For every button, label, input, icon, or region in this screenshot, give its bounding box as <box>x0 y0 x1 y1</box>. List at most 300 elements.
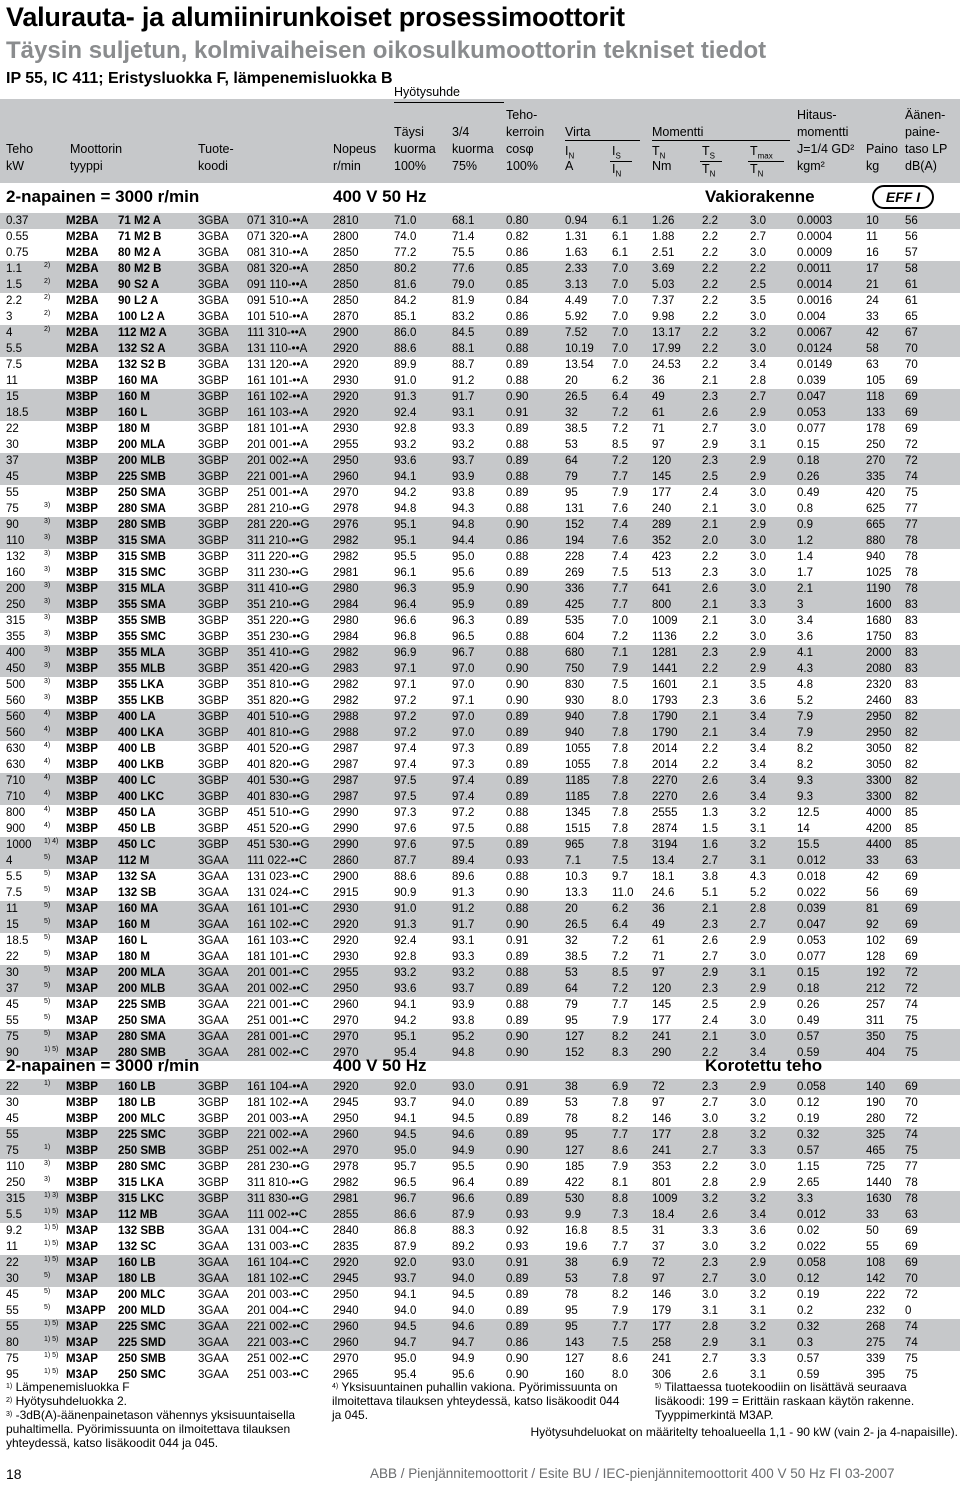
cell-inertia: 7.9 <box>797 711 813 723</box>
cell-motor-series: M3BP <box>66 631 98 643</box>
cell-torque: 2270 <box>652 791 678 803</box>
header-aani-2: paine- <box>905 125 940 139</box>
cell-note: 1) 3) <box>44 1192 59 1199</box>
cell-inertia: 0.2 <box>797 1305 813 1317</box>
cell-ts-tn: 2.6 <box>702 1369 718 1381</box>
cell-motor-series: M3AP <box>66 1369 98 1381</box>
cell-ts-tn: 2.7 <box>702 951 718 963</box>
cell-product-code: 401 510-••G <box>247 711 310 723</box>
cell-tmax-tn: 3.1 <box>750 823 766 835</box>
cell-sound: 69 <box>905 1081 918 1093</box>
cell-speed: 2970 <box>333 1047 359 1059</box>
cell-power: 315 <box>6 615 26 627</box>
cell-motor-series: M3AP <box>66 1273 98 1285</box>
cell-torque: 13.4 <box>652 855 675 867</box>
cell-eff-full: 94.7 <box>394 1337 417 1349</box>
cell-sound: 82 <box>905 727 918 739</box>
cell-sound: 77 <box>905 503 918 515</box>
cell-eff-full: 92.4 <box>394 407 417 419</box>
cell-ts-tn: 2.4 <box>702 487 718 499</box>
cell-product-prefix: 3GBP <box>198 1081 229 1093</box>
cell-ts-tn: 2.1 <box>702 1031 718 1043</box>
cell-ts-tn: 2.3 <box>702 647 718 659</box>
cell-current: 228 <box>565 551 585 563</box>
cell-power: 37 <box>6 455 19 467</box>
cell-cos-phi: 0.90 <box>506 1353 529 1365</box>
cell-weight: 142 <box>866 1273 886 1285</box>
cell-cos-phi: 0.89 <box>506 1129 529 1141</box>
header-aani-3: taso LP <box>905 142 948 156</box>
cell-product-code: 251 002-••C <box>247 1353 309 1365</box>
cell-note: 4) <box>44 758 51 765</box>
cell-tmax-tn: 3.0 <box>750 631 766 643</box>
cell-motor-series: M3AP <box>66 967 98 979</box>
cell-tmax-tn: 2.9 <box>750 663 766 675</box>
cell-power: 45 <box>6 1289 19 1301</box>
cell-eff-34: 88.3 <box>452 1225 475 1237</box>
cell-current: 10.3 <box>565 871 588 883</box>
cell-inertia: 4.3 <box>797 663 813 675</box>
cell-sound: 69 <box>905 391 918 403</box>
cell-frame: 355 LKA <box>118 679 165 691</box>
cell-frame: 355 SMB <box>118 615 166 627</box>
header-tmax-tn: $T_N$ <box>750 162 764 179</box>
cell-is-in: 7.0 <box>612 343 628 355</box>
cell-is-in: 7.7 <box>612 1241 628 1253</box>
cell-is-in: 7.8 <box>612 823 628 835</box>
cell-product-prefix: 3GBP <box>198 663 229 675</box>
cell-cos-phi: 0.90 <box>506 695 529 707</box>
cell-tmax-tn: 3.0 <box>750 423 766 435</box>
cell-tmax-tn: 3.0 <box>750 1161 766 1173</box>
cell-speed: 2984 <box>333 631 359 643</box>
cell-weight: 55 <box>866 1241 879 1253</box>
table-row <box>0 1287 960 1303</box>
cell-frame: 315 LKA <box>118 1177 165 1189</box>
cell-cos-phi: 0.91 <box>506 1257 529 1269</box>
cell-current: 194 <box>565 535 585 547</box>
section-poles: 2-napainen = 3000 r/min <box>6 1056 200 1075</box>
cell-note: 3) <box>44 630 51 637</box>
cell-is-in: 7.8 <box>612 1273 628 1285</box>
cell-cos-phi: 0.90 <box>506 1047 529 1059</box>
cell-sound: 69 <box>905 919 918 931</box>
cell-is-in: 6.4 <box>612 391 628 403</box>
cell-frame: 71 M2 B <box>118 231 162 243</box>
cell-current: 32 <box>565 935 578 947</box>
cell-speed: 2940 <box>333 1305 359 1317</box>
cell-tmax-tn: 3.1 <box>750 439 766 451</box>
cell-tmax-tn: 3.0 <box>750 247 766 259</box>
header-tmax: $T_{max}$ <box>750 144 773 161</box>
cell-current: 1.63 <box>565 247 588 259</box>
cell-speed: 2950 <box>333 1289 359 1301</box>
cell-eff-34: 97.4 <box>452 791 475 803</box>
cell-power: 1000 <box>6 839 32 851</box>
footnote-5: $^{5)}$ Tilattaessa tuotekoodiin on lisättävä seuraava lisäkoodi: 199 = Erittäin raskaan käytön rakenne. Tyyppimerkintä M3AP. <box>655 1380 915 1422</box>
cell-sound: 78 <box>905 1193 918 1205</box>
cell-cos-phi: 0.89 <box>506 791 529 803</box>
cell-sound: 75 <box>905 1369 918 1381</box>
cell-eff-34: 93.3 <box>452 951 475 963</box>
table-row <box>0 277 960 293</box>
table-row <box>0 1255 960 1271</box>
cell-inertia: 0.0014 <box>797 279 833 291</box>
cell-is-in: 8.2 <box>612 1031 628 1043</box>
cell-motor-series: M3BP <box>66 839 98 851</box>
cell-eff-full: 96.9 <box>394 647 417 659</box>
cell-frame: 355 SMC <box>118 631 166 643</box>
cell-frame: 400 LKB <box>118 759 165 771</box>
cell-weight: 404 <box>866 1047 886 1059</box>
table-row <box>0 885 960 901</box>
cell-eff-34: 88.7 <box>452 359 475 371</box>
cell-torque: 72 <box>652 1081 665 1093</box>
cell-eff-full: 97.1 <box>394 663 417 675</box>
cell-frame: 71 M2 A <box>118 215 162 227</box>
cell-power: 110 <box>6 1161 25 1173</box>
cell-eff-34: 87.9 <box>452 1209 475 1221</box>
cell-power: 11 <box>6 1241 18 1253</box>
section-poles: 2-napainen = 3000 r/min <box>6 187 200 206</box>
cell-current: 5.92 <box>565 311 588 323</box>
cell-product-code: 311 410-••G <box>247 583 309 595</box>
table-row <box>0 309 960 325</box>
cell-motor-series: M2BA <box>66 311 99 323</box>
cell-torque: 241 <box>652 1145 672 1157</box>
cell-power: 75 <box>6 1031 19 1043</box>
cell-sound: 75 <box>905 1031 918 1043</box>
cell-eff-34: 94.0 <box>452 1305 475 1317</box>
cell-current: 13.54 <box>565 359 594 371</box>
cell-ts-tn: 5.1 <box>702 887 718 899</box>
cell-motor-series: M3BP <box>66 711 98 723</box>
cell-speed: 2950 <box>333 455 359 467</box>
cell-is-in: 7.0 <box>612 279 628 291</box>
cell-eff-full: 95.1 <box>394 535 417 547</box>
cell-cos-phi: 0.86 <box>506 535 529 547</box>
cell-is-in: 7.2 <box>612 951 628 963</box>
header-hitaus-unit: kgm² <box>797 159 825 173</box>
cell-motor-series: M3BP <box>66 439 98 451</box>
cell-weight: 4400 <box>866 839 892 851</box>
cell-torque: 1.26 <box>652 215 675 227</box>
cell-power: 55 <box>6 487 19 499</box>
cell-note: 1) 4) <box>44 838 59 845</box>
cell-note: 1) 5) <box>44 1240 59 1247</box>
cell-is-in: 8.8 <box>612 1193 628 1205</box>
cell-torque: 31 <box>652 1225 665 1237</box>
cell-torque: 1281 <box>652 647 678 659</box>
cell-speed: 2850 <box>333 247 359 259</box>
header-tyyppi: tyyppi <box>70 159 103 173</box>
cell-eff-full: 92.0 <box>394 1257 417 1269</box>
cell-tmax-tn: 3.3 <box>750 1145 766 1157</box>
cell-inertia: 0.022 <box>797 1241 826 1253</box>
cell-is-in: 7.2 <box>612 423 628 435</box>
cell-product-code: 281 002-••C <box>247 1047 309 1059</box>
cell-ts-tn: 2.6 <box>702 407 718 419</box>
cell-product-prefix: 3GBA <box>198 327 229 339</box>
cell-inertia: 0.0009 <box>797 247 833 259</box>
cell-current: 1515 <box>565 823 591 835</box>
cell-product-code: 351 220-••G <box>247 615 310 627</box>
cell-sound: 78 <box>905 567 918 579</box>
cell-inertia: 0.49 <box>797 487 820 499</box>
cell-weight: 420 <box>866 487 886 499</box>
cell-tmax-tn: 3.0 <box>750 487 766 499</box>
cell-inertia: 12.5 <box>797 807 820 819</box>
cell-power: 15 <box>6 391 19 403</box>
cell-speed: 2930 <box>333 423 359 435</box>
cell-product-code: 161 101-••A <box>247 375 309 387</box>
cell-product-prefix: 3GBP <box>198 1177 229 1189</box>
cell-current: 53 <box>565 1273 578 1285</box>
cell-product-prefix: 3GBP <box>198 391 229 403</box>
cell-product-code: 281 001-••C <box>247 1031 309 1043</box>
cell-inertia: 14 <box>797 823 810 835</box>
cell-current: 95 <box>565 1321 578 1333</box>
cell-sound: 82 <box>905 759 918 771</box>
cell-ts-tn: 2.2 <box>702 279 718 291</box>
table-row <box>0 789 960 805</box>
cell-speed: 2976 <box>333 519 359 531</box>
cell-tmax-tn: 3.4 <box>750 1047 766 1059</box>
cell-cos-phi: 0.89 <box>506 983 529 995</box>
cell-product-code: 201 001-••A <box>247 439 309 451</box>
cell-motor-series: M2BA <box>66 231 99 243</box>
cell-motor-series: M3AP <box>66 871 98 883</box>
table-row <box>0 1191 960 1207</box>
cell-note: 5) <box>44 1304 51 1311</box>
cell-note: 2) <box>44 310 51 317</box>
cell-frame: 180 LB <box>118 1273 156 1285</box>
cell-is-in: 8.1 <box>612 1177 628 1189</box>
cell-cos-phi: 0.88 <box>506 471 529 483</box>
cell-current: 131 <box>565 503 585 515</box>
cell-inertia: 1.4 <box>797 551 813 563</box>
cell-eff-34: 96.5 <box>452 631 475 643</box>
cell-cos-phi: 0.90 <box>506 1031 529 1043</box>
cell-product-prefix: 3GBP <box>198 1145 229 1157</box>
cell-weight: 24 <box>866 295 879 307</box>
cell-ts-tn: 2.1 <box>702 903 718 915</box>
cell-product-prefix: 3GAA <box>198 951 229 963</box>
cell-eff-34: 89.6 <box>452 871 475 883</box>
cell-sound: 69 <box>905 887 918 899</box>
cell-cos-phi: 0.88 <box>506 631 529 643</box>
cell-current: 152 <box>565 519 585 531</box>
cell-note: 5) <box>44 966 51 973</box>
cell-speed: 2860 <box>333 855 359 867</box>
cell-sound: 57 <box>905 247 918 259</box>
cell-tmax-tn: 2.9 <box>750 471 766 483</box>
cell-ts-tn: 3.2 <box>702 1193 718 1205</box>
cell-power: 95 <box>6 1369 19 1381</box>
table-row <box>0 1319 960 1335</box>
cell-eff-full: 92.8 <box>394 951 417 963</box>
cell-power: 250 <box>6 599 26 611</box>
cell-product-prefix: 3GBP <box>198 759 229 771</box>
cell-eff-full: 94.1 <box>394 1113 417 1125</box>
cell-inertia: 0.3 <box>797 1337 813 1349</box>
cell-torque: 513 <box>652 567 672 579</box>
cell-is-in: 7.8 <box>612 791 628 803</box>
cell-power: 30 <box>6 1097 19 1109</box>
table-row <box>0 933 960 949</box>
cell-current: 78 <box>565 1113 578 1125</box>
cell-speed: 2920 <box>333 343 359 355</box>
table-row <box>0 1223 960 1239</box>
cell-is-in: 7.9 <box>612 1015 628 1027</box>
cell-speed: 2980 <box>333 615 359 627</box>
cell-ts-tn: 2.3 <box>702 567 718 579</box>
cell-eff-34: 94.6 <box>452 1321 475 1333</box>
cell-current: 0.94 <box>565 215 588 227</box>
cell-tmax-tn: 3.0 <box>750 215 766 227</box>
cell-ts-tn: 2.0 <box>702 535 718 547</box>
table-row <box>0 645 960 661</box>
table-row <box>0 469 960 485</box>
cell-power: 0.37 <box>6 215 29 227</box>
cell-torque: 258 <box>652 1337 672 1349</box>
cell-eff-full: 86.8 <box>394 1225 417 1237</box>
cell-ts-tn: 3.1 <box>702 1305 718 1317</box>
cell-tmax-tn: 2.2 <box>750 263 766 275</box>
cell-sound: 78 <box>905 583 918 595</box>
cell-sound: 78 <box>905 1177 918 1189</box>
cell-frame: 112 M <box>118 855 150 867</box>
cell-weight: 4000 <box>866 807 892 819</box>
cell-frame: 450 LC <box>118 839 156 851</box>
table-row <box>0 389 960 405</box>
section-voltage: 400 V 50 Hz <box>333 1056 427 1075</box>
cell-product-code: 351 810-••G <box>247 679 310 691</box>
cell-weight: 105 <box>866 375 886 387</box>
cell-motor-series: M3AP <box>66 919 98 931</box>
cell-current: 95 <box>565 1305 578 1317</box>
cell-eff-full: 86.6 <box>394 1209 417 1221</box>
cell-sound: 65 <box>905 311 918 323</box>
cell-tmax-tn: 3.4 <box>750 743 766 755</box>
cell-sound: 67 <box>905 327 918 339</box>
cell-torque: 179 <box>652 1305 672 1317</box>
cell-power: 110 <box>6 535 25 547</box>
cell-power: 710 <box>6 791 26 803</box>
cell-motor-series: M3BP <box>66 695 98 707</box>
cell-tmax-tn: 4.3 <box>750 871 766 883</box>
cell-weight: 212 <box>866 983 886 995</box>
cell-cos-phi: 0.91 <box>506 1081 529 1093</box>
cell-motor-series: M3AP <box>66 887 98 899</box>
cell-tmax-tn: 3.2 <box>750 839 766 851</box>
cell-motor-series: M3BP <box>66 551 98 563</box>
cell-note: 3) <box>44 678 51 685</box>
cell-power: 11 <box>6 375 18 387</box>
cell-ts-tn: 2.1 <box>702 519 718 531</box>
cell-power: 45 <box>6 1113 19 1125</box>
cell-note: 5) <box>44 982 51 989</box>
cell-cos-phi: 0.89 <box>506 1177 529 1189</box>
cell-power: 560 <box>6 695 26 707</box>
cell-speed: 2984 <box>333 599 359 611</box>
cell-eff-34: 96.4 <box>452 1177 475 1189</box>
cell-cos-phi: 0.93 <box>506 1209 529 1221</box>
cell-eff-34: 77.6 <box>452 263 475 275</box>
header-ts: $T_S$ <box>702 144 715 161</box>
cell-torque: 1790 <box>652 727 678 739</box>
cell-torque: 36 <box>652 375 665 387</box>
cell-product-code: 401 520-••G <box>247 743 310 755</box>
cell-frame: 355 LKB <box>118 695 165 707</box>
cell-torque: 1441 <box>652 663 678 675</box>
cell-speed: 2970 <box>333 1353 359 1365</box>
table-row <box>0 917 960 933</box>
cell-speed: 2982 <box>333 695 359 707</box>
cell-torque: 145 <box>652 471 672 483</box>
cell-is-in: 6.2 <box>612 375 628 387</box>
cell-sound: 69 <box>905 375 918 387</box>
cell-speed: 2970 <box>333 1145 359 1157</box>
cell-current: 64 <box>565 455 578 467</box>
cell-current: 930 <box>565 695 585 707</box>
table-row <box>0 373 960 389</box>
cell-note: 3) <box>44 582 51 589</box>
cell-sound: 56 <box>905 231 918 243</box>
cell-tmax-tn: 3.4 <box>750 1209 766 1221</box>
cell-inertia: 0.15 <box>797 439 820 451</box>
cell-cos-phi: 0.89 <box>506 1193 529 1205</box>
table-row <box>0 741 960 757</box>
cell-product-code: 131 024-••C <box>247 887 309 899</box>
cell-product-prefix: 3GAA <box>198 1241 229 1253</box>
cell-note: 3) <box>44 646 51 653</box>
cell-ts-tn: 2.1 <box>702 711 718 723</box>
cell-torque: 1793 <box>652 695 678 707</box>
cell-product-code: 181 102-••C <box>247 1273 309 1285</box>
cell-tmax-tn: 3.6 <box>750 695 766 707</box>
table-row <box>0 517 960 533</box>
cell-cos-phi: 0.91 <box>506 935 529 947</box>
cell-product-prefix: 3GBP <box>198 1097 229 1109</box>
cell-note: 4) <box>44 710 51 717</box>
cell-motor-series: M2BA <box>66 215 99 227</box>
cell-torque: 177 <box>652 1129 672 1141</box>
cell-torque: 97 <box>652 967 665 979</box>
cell-product-code: 161 103-••C <box>247 935 309 947</box>
cell-product-prefix: 3GAA <box>198 935 229 947</box>
cell-motor-series: M3BP <box>66 455 98 467</box>
cell-weight: 56 <box>866 887 879 899</box>
cell-eff-34: 94.7 <box>452 1337 475 1349</box>
cell-sound: 75 <box>905 1145 918 1157</box>
page-title: Valurauta- ja alumiinirunkoiset prosessimoottorit <box>6 2 625 32</box>
cell-ts-tn: 2.2 <box>702 343 718 355</box>
cell-is-in: 7.8 <box>612 727 628 739</box>
cell-power: 30 <box>6 439 19 451</box>
cell-product-prefix: 3GBP <box>198 615 229 627</box>
cell-cos-phi: 0.89 <box>506 1289 529 1301</box>
header-aani: Äänen- <box>905 108 946 122</box>
table-row <box>0 357 960 373</box>
cell-product-prefix: 3GBA <box>198 279 229 291</box>
table-row <box>0 1095 960 1111</box>
cell-is-in: 7.8 <box>612 807 628 819</box>
cell-speed: 2987 <box>333 743 359 755</box>
table-row <box>0 661 960 677</box>
cell-weight: 339 <box>866 1353 886 1365</box>
cell-eff-34: 93.2 <box>452 967 475 979</box>
